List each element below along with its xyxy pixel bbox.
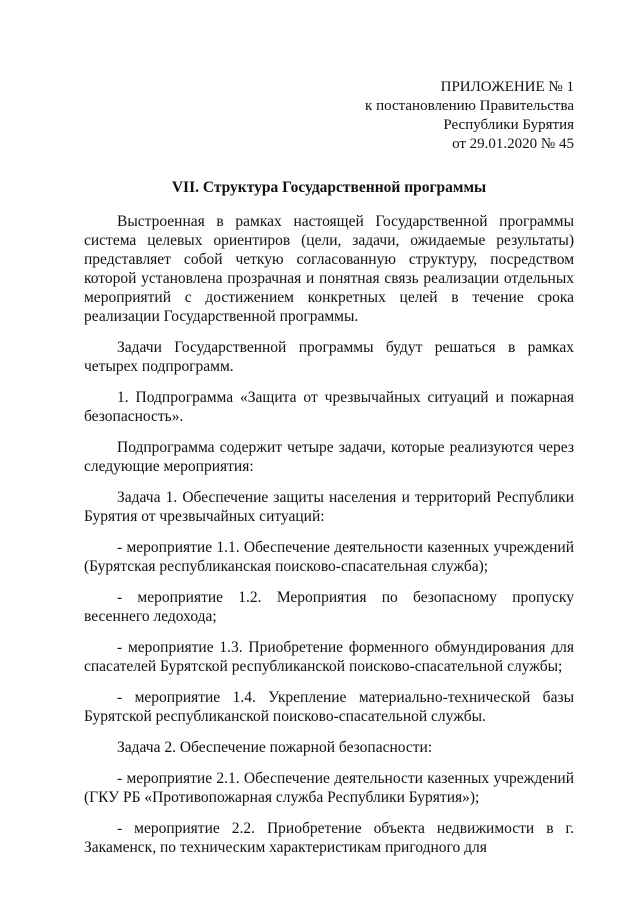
document-body bbox=[84, 212, 574, 857]
appendix-region: Республики Бурятия bbox=[443, 117, 574, 133]
paragraph-tasks: Задачи Государственной программы будут решаться в рамках четырех подпрограмм. bbox=[84, 339, 574, 375]
paragraph-intro: Выстроенная в рамках настоящей Государственной программы система целевых ориентиров (цели, задачи, ожидаемые результаты) представляет собой четкую согласованную структуру, посредством которой установлена прозрачная и понятная связь реализации отдельных мероприятий с достижением конкретных целей в течение срока реализации Государственной программы. bbox=[84, 213, 574, 325]
paragraph-subprogram-1: 1. Подпрограмма «Защита от чрезвычайных ситуаций и пожарная безопасность». bbox=[84, 389, 574, 425]
appendix-header bbox=[365, 78, 574, 154]
paragraph-task-1: Задача 1. Обеспечение защиты населения и территорий Республики Бурятия от чрезвычайных ситуаций: bbox=[84, 489, 574, 525]
paragraph-measure-2-1: - мероприятие 2.1. Обеспечение деятельности казенных учреждений (ГКУ РБ «Противопожарная служба Республики Бурятия»); bbox=[84, 770, 574, 806]
appendix-number: ПРИЛОЖЕНИЕ № 1 bbox=[440, 79, 574, 95]
paragraph-task-2: Задача 2. Обеспечение пожарной безопасности: bbox=[117, 739, 433, 756]
appendix-decree: к постановлению Правительства bbox=[365, 98, 574, 114]
paragraph-measure-2-2: - мероприятие 2.2. Приобретение объекта недвижимости в г. Закаменск, по техническим характеристикам пригодного для bbox=[84, 820, 574, 856]
paragraph-measure-1-4: - мероприятие 1.4. Укрепление материально-технической базы Бурятской республиканской поисково-спасательной службы. bbox=[84, 689, 574, 725]
section-title: VII. Структура Государственной программы bbox=[171, 179, 487, 196]
paragraph-measure-1-3: - мероприятие 1.3. Приобретение форменного обмундирования для спасателей Бурятской республиканской поисково-спасательной службы; bbox=[84, 639, 574, 675]
paragraph-subprogram-contents: Подпрограмма содержит четыре задачи, которые реализуются через следующие мероприятия: bbox=[84, 439, 574, 475]
paragraph-measure-1-2: - мероприятие 1.2. Мероприятия по безопасному пропуску весеннего ледохода; bbox=[84, 589, 574, 625]
appendix-date: от 29.01.2020 № 45 bbox=[452, 136, 574, 152]
paragraph-measure-1-1: - мероприятие 1.1. Обеспечение деятельности казенных учреждений (Бурятская республиканская поисково-спасательная служба); bbox=[84, 539, 574, 575]
